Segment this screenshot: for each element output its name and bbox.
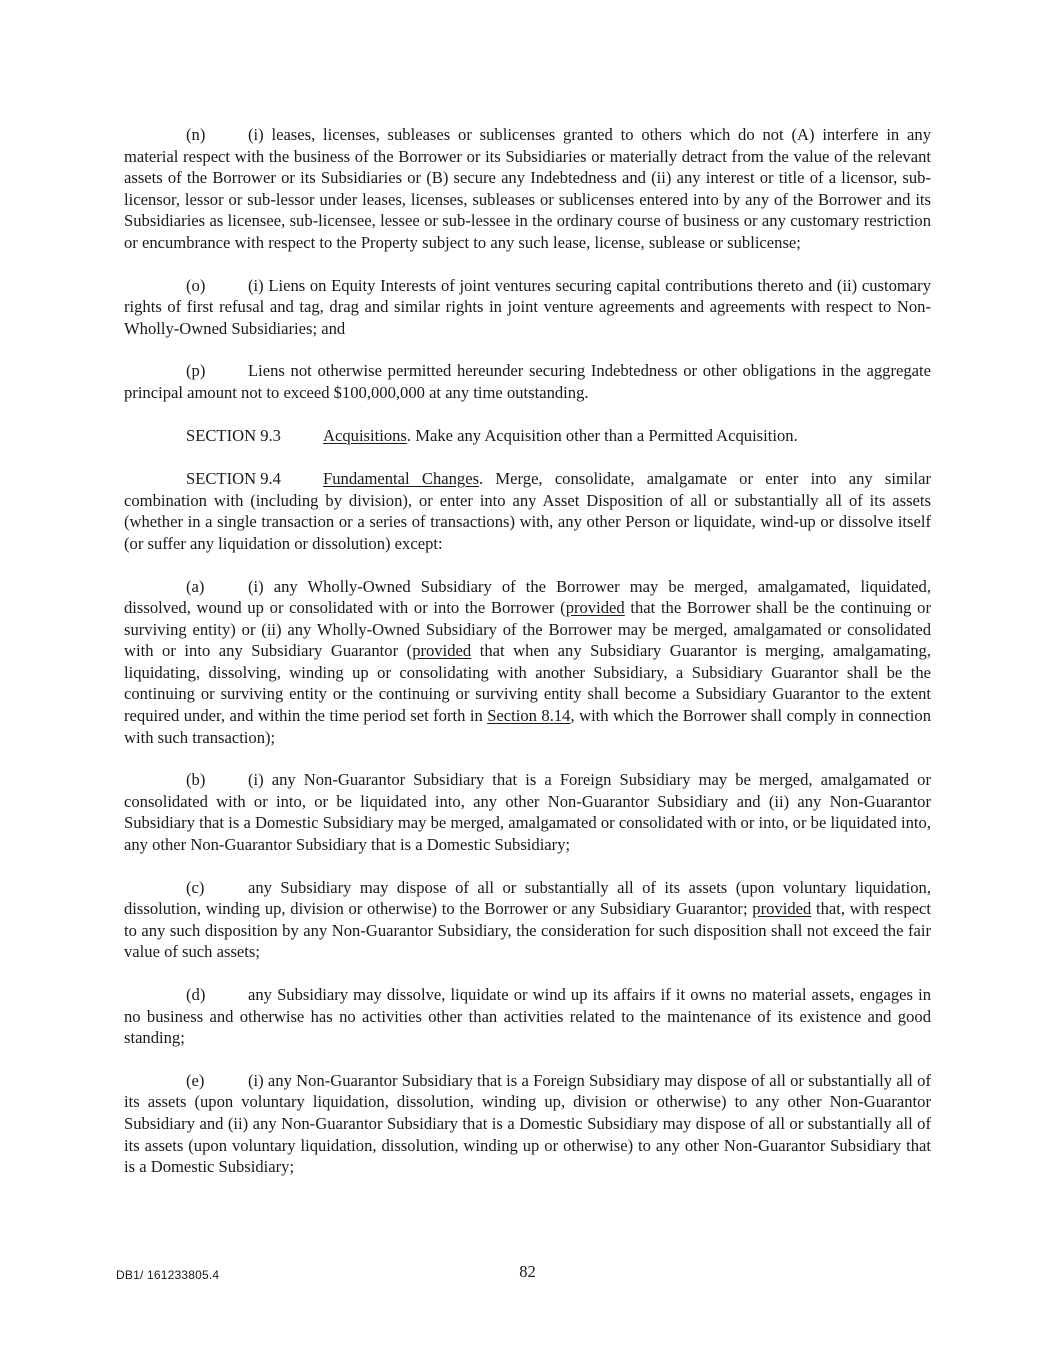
section-number: SECTION 9.3 [186, 425, 281, 445]
paragraph-label: (p) [186, 361, 206, 381]
clause-text: that, with respect to any such disposition by any Non-Guarantor Subsidiary, the consideration for such disposition shall not exceed the fair value of such assets; [124, 899, 931, 962]
provided-term: provided [565, 598, 625, 618]
section-heading: Fundamental Changes [323, 469, 480, 489]
clause-label: (a) [186, 576, 205, 596]
document-page [124, 124, 931, 1199]
page-number: 82 [519, 1262, 536, 1281]
section-9-3 [124, 425, 931, 447]
clause-e [124, 1070, 931, 1178]
paragraph-text: Liens not otherwise permitted hereunder securing Indebtedness or other obligations in the aggregate principal amount not to exceed $100,000,000 at any time outstanding. [124, 361, 931, 402]
clause-text: (i) any Wholly-Owned Subsidiary of the Borrower may be merged, amalgamated, liquidated, dissolved, wound up or consolidated with or into the Borrower ( [124, 576, 931, 618]
paragraph-text: (i) Liens on Equity Interests of joint ventures securing capital contributions thereto and (ii) customary rights of first refusal and tag, drag and similar rights in joint venture agreements and agreements with respect to Non-Wholly-Owned Subsidiaries; and [124, 275, 931, 338]
section-heading: Acquisitions [323, 425, 407, 445]
section-9-4 [124, 468, 931, 554]
clause-label: (c) [186, 877, 205, 897]
clause-text: that the Borrower shall be the continuing or surviving entity) or (ii) any Wholly-Owned Subsidiary of the Borrower may be merged, amalgamated or consolidated with or into any Subsidiary Guarantor ( [124, 598, 931, 661]
clause-text: that when any Subsidiary Guarantor is merging, amalgamating, liquidating, dissolving, winding up or consolidating with another Subsidiary, a Subsidiary Guarantor shall be the continuing or surviving entity or the continuing or surviving entity shall become a Subsidiary Guarantor to the extent required under, and within the time period set forth in [124, 641, 931, 726]
paragraph-label: (n) [186, 125, 206, 144]
clause-text: any Subsidiary may dispose of all or substantially all of its assets (upon voluntary liquidation, dissolution, winding up, division or otherwise) to the Borrower or any Subsidiary Guarantor; [124, 877, 931, 919]
clause-label: (e) [186, 1070, 205, 1090]
paragraph-o [124, 275, 931, 340]
clause-text: , with which the Borrower shall comply in connection with such transaction); [124, 706, 931, 747]
clause-label: (d) [186, 985, 206, 1004]
section-text: . Make any Acquisition other than a Permitted Acquisition. [406, 425, 798, 445]
document-id: DB1/ 161233805.4 [116, 1268, 220, 1282]
section-text: . Merge, consolidate, amalgamate or enter into any similar combination with (including by division), or enter into any Asset Disposition of all or substantially all of its assets (whether in a single transaction or a series of transactions) with, any other Person or liquidate, wind-up or dissolve itself (or suffer any liquidation or dissolution) except: [124, 469, 931, 553]
paragraph-n [124, 124, 931, 254]
clause-c [124, 877, 931, 963]
clause-text: (i) any Non-Guarantor Subsidiary that is a Foreign Subsidiary may be merged, amalgamated or consolidated with or into, or be liquidated into, any other Non-Guarantor Subsidiary and (ii) any Non-Guarantor Subsidiary that is a Domestic Subsidiary may be merged, amalgamated or consolidated with or into, or be liquidated into, any other Non-Guarantor Subsidiary that is a Domestic Subsidiary; [124, 770, 931, 855]
paragraph-p [124, 360, 931, 403]
section-reference: Section 8.14 [487, 706, 571, 726]
clause-a [124, 576, 931, 749]
paragraph-text: (i) leases, licenses, subleases or sublicenses granted to others which do not (A) interfere in any material respect with the business of the Borrower or its Subsidiaries or materially detract from the value of the relevant assets of the Borrower or its Subsidiaries or (B) secure any Indebtedness and (ii) any interest or title of a licensor, sub-licensor, lessor or sub-lessor under leases, licenses, subleases or sublicenses entered into by any of the Borrower and its Subsidiaries as licensee, sub-licensee, lessee or sub-lessee in the ordinary course of business or any customary restriction or encumbrance with respect to the Property subject to any such lease, license, sublease or sublicense; [124, 125, 931, 252]
clause-text: any Subsidiary may dissolve, liquidate or wind up its affairs if it owns no material assets, engages in no business and otherwise has no activities other than activities related to the maintenance of its existence and good standing; [124, 985, 931, 1048]
clause-text: (i) any Non-Guarantor Subsidiary that is a Foreign Subsidiary may dispose of all or substantially all of its assets (upon voluntary liquidation, dissolution, winding up, division or otherwise) to any other Non-Guarantor Subsidiary and (ii) any Non-Guarantor Subsidiary that is a Domestic Subsidiary may dispose of all or substantially all of its assets (upon voluntary liquidation, dissolution, winding up or otherwise) to any other Non-Guarantor Subsidiary that is a Domestic Subsidiary; [124, 1070, 931, 1177]
clause-label: (b) [186, 770, 206, 790]
clause-b [124, 769, 931, 855]
paragraph-label: (o) [186, 275, 206, 295]
clause-d [124, 984, 931, 1049]
section-number: SECTION 9.4 [186, 469, 281, 489]
provided-term: provided [412, 641, 472, 661]
provided-term: provided [752, 899, 812, 919]
